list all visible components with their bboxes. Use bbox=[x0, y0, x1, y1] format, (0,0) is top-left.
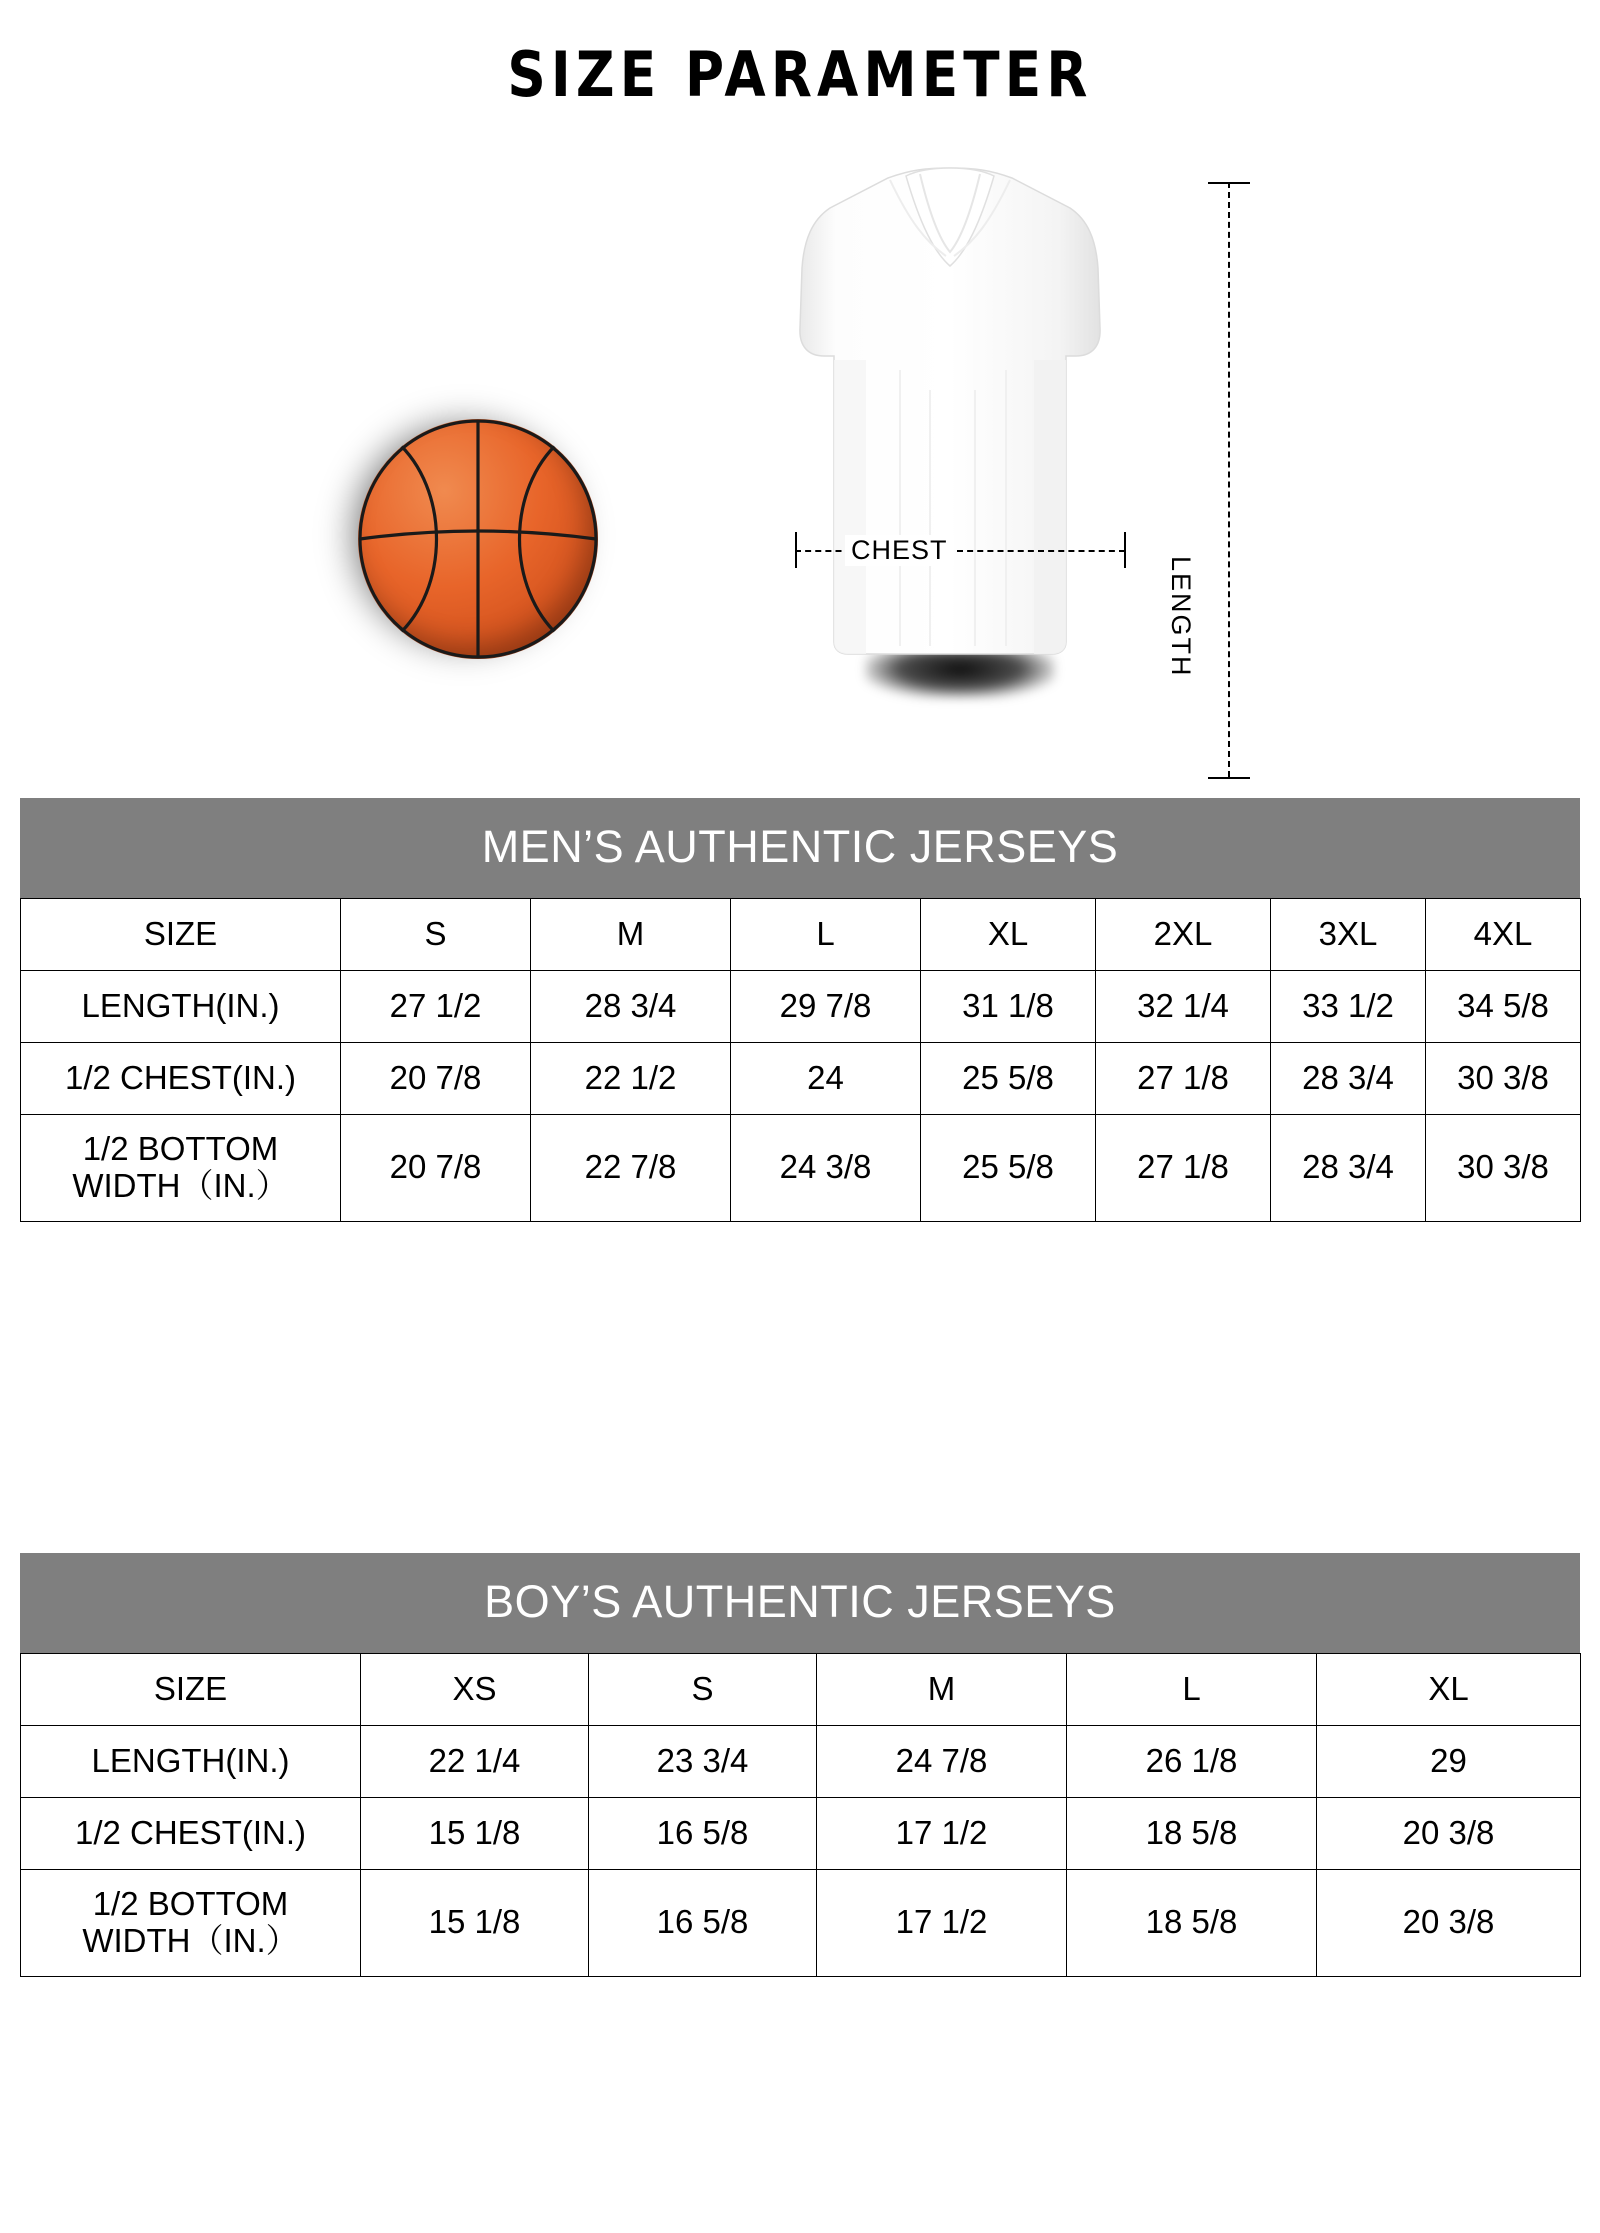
table-cell bbox=[21, 1869, 361, 1976]
table-cell: 32 1/4 bbox=[1096, 970, 1271, 1042]
table-cell: L bbox=[731, 899, 921, 971]
table-cell: L bbox=[1067, 1654, 1317, 1726]
table-row bbox=[21, 970, 1581, 1042]
mens-table-header: MEN’S AUTHENTIC JERSEYS bbox=[20, 798, 1580, 898]
table-cell: 18 5/8 bbox=[1067, 1797, 1317, 1869]
table-cell: 24 bbox=[731, 1042, 921, 1114]
row-label-line1: 1/2 BOTTOM bbox=[92, 1884, 289, 1922]
table-cell: XL bbox=[921, 899, 1096, 971]
table-cell: 26 1/8 bbox=[1067, 1725, 1317, 1797]
table-cell: 28 3/4 bbox=[531, 970, 731, 1042]
boys-size-table bbox=[20, 1653, 1581, 1977]
basketball-icon bbox=[358, 419, 598, 659]
table-cell: 27 1/8 bbox=[1096, 1042, 1271, 1114]
table-row bbox=[21, 1725, 1581, 1797]
table-cell: 22 1/2 bbox=[531, 1042, 731, 1114]
table-cell: LENGTH(IN.) bbox=[21, 1725, 361, 1797]
table-cell: 4XL bbox=[1426, 899, 1581, 971]
length-label: LENGTH bbox=[1165, 550, 1196, 684]
table-cell: 20 3/8 bbox=[1317, 1797, 1581, 1869]
table-cell: S bbox=[341, 899, 531, 971]
table-cell: 2XL bbox=[1096, 899, 1271, 971]
table-cell: 20 3/8 bbox=[1317, 1869, 1581, 1976]
table-cell: 28 3/4 bbox=[1271, 1042, 1426, 1114]
table-cell: 1/2 CHEST(IN.) bbox=[21, 1797, 361, 1869]
table-cell: 1/2 CHEST(IN.) bbox=[21, 1042, 341, 1114]
boys-size-table-block bbox=[20, 1553, 1580, 1977]
table-cell: 33 1/2 bbox=[1271, 970, 1426, 1042]
table-cell: 31 1/8 bbox=[921, 970, 1096, 1042]
table-row bbox=[21, 1797, 1581, 1869]
length-cap-bottom bbox=[1208, 777, 1250, 779]
table-cell: 27 1/8 bbox=[1096, 1114, 1271, 1221]
table-cell: S bbox=[589, 1654, 817, 1726]
table-cell: M bbox=[531, 899, 731, 971]
chest-label: CHEST bbox=[845, 535, 954, 566]
mens-size-table bbox=[20, 898, 1581, 1222]
boys-table-header: BOY’S AUTHENTIC JERSEYS bbox=[20, 1553, 1580, 1653]
table-cell: XS bbox=[361, 1654, 589, 1726]
table-cell: LENGTH(IN.) bbox=[21, 970, 341, 1042]
table-cell: 28 3/4 bbox=[1271, 1114, 1426, 1221]
table-cell: 20 7/8 bbox=[341, 1114, 531, 1221]
jersey-illustration bbox=[770, 160, 1130, 720]
table-cell: 15 1/8 bbox=[361, 1797, 589, 1869]
table-cell: SIZE bbox=[21, 1654, 361, 1726]
table-cell: M bbox=[817, 1654, 1067, 1726]
table-cell: 3XL bbox=[1271, 899, 1426, 971]
table-cell: XL bbox=[1317, 1654, 1581, 1726]
table-row bbox=[21, 1042, 1581, 1114]
table-cell: 17 1/2 bbox=[817, 1797, 1067, 1869]
table-cell bbox=[21, 1114, 341, 1221]
table-row bbox=[21, 899, 1581, 971]
table-cell: 16 5/8 bbox=[589, 1797, 817, 1869]
table-cell: 17 1/2 bbox=[817, 1869, 1067, 1976]
table-cell: 27 1/2 bbox=[341, 970, 531, 1042]
table-cell: 22 1/4 bbox=[361, 1725, 589, 1797]
table-cell: 22 7/8 bbox=[531, 1114, 731, 1221]
table-cell: 34 5/8 bbox=[1426, 970, 1581, 1042]
row-label-line2: WIDTH（IN.） bbox=[82, 1921, 299, 1959]
table-cell: 23 3/4 bbox=[589, 1725, 817, 1797]
table-cell: 24 3/8 bbox=[731, 1114, 921, 1221]
table-cell: SIZE bbox=[21, 899, 341, 971]
row-label-line2: WIDTH（IN.） bbox=[72, 1166, 289, 1204]
table-cell: 24 7/8 bbox=[817, 1725, 1067, 1797]
table-row bbox=[21, 1869, 1581, 1976]
table-cell: 20 7/8 bbox=[341, 1042, 531, 1114]
table-row bbox=[21, 1114, 1581, 1221]
table-cell: 15 1/8 bbox=[361, 1869, 589, 1976]
table-row bbox=[21, 1654, 1581, 1726]
table-cell: 18 5/8 bbox=[1067, 1869, 1317, 1976]
table-cell: 29 7/8 bbox=[731, 970, 921, 1042]
chest-cap-right bbox=[1124, 532, 1126, 568]
page-title: SIZE PARAMETER bbox=[507, 38, 1093, 111]
mens-size-table-block bbox=[20, 798, 1580, 1222]
table-cell: 30 3/8 bbox=[1426, 1114, 1581, 1221]
illustration-area bbox=[0, 150, 1600, 770]
table-cell: 30 3/8 bbox=[1426, 1042, 1581, 1114]
basketball-illustration bbox=[330, 395, 600, 665]
table-cell: 29 bbox=[1317, 1725, 1581, 1797]
length-measure-line bbox=[1228, 182, 1230, 777]
row-label-line1: 1/2 BOTTOM bbox=[82, 1129, 279, 1167]
table-cell: 16 5/8 bbox=[589, 1869, 817, 1976]
table-cell: 25 5/8 bbox=[921, 1042, 1096, 1114]
table-cell: 25 5/8 bbox=[921, 1114, 1096, 1221]
